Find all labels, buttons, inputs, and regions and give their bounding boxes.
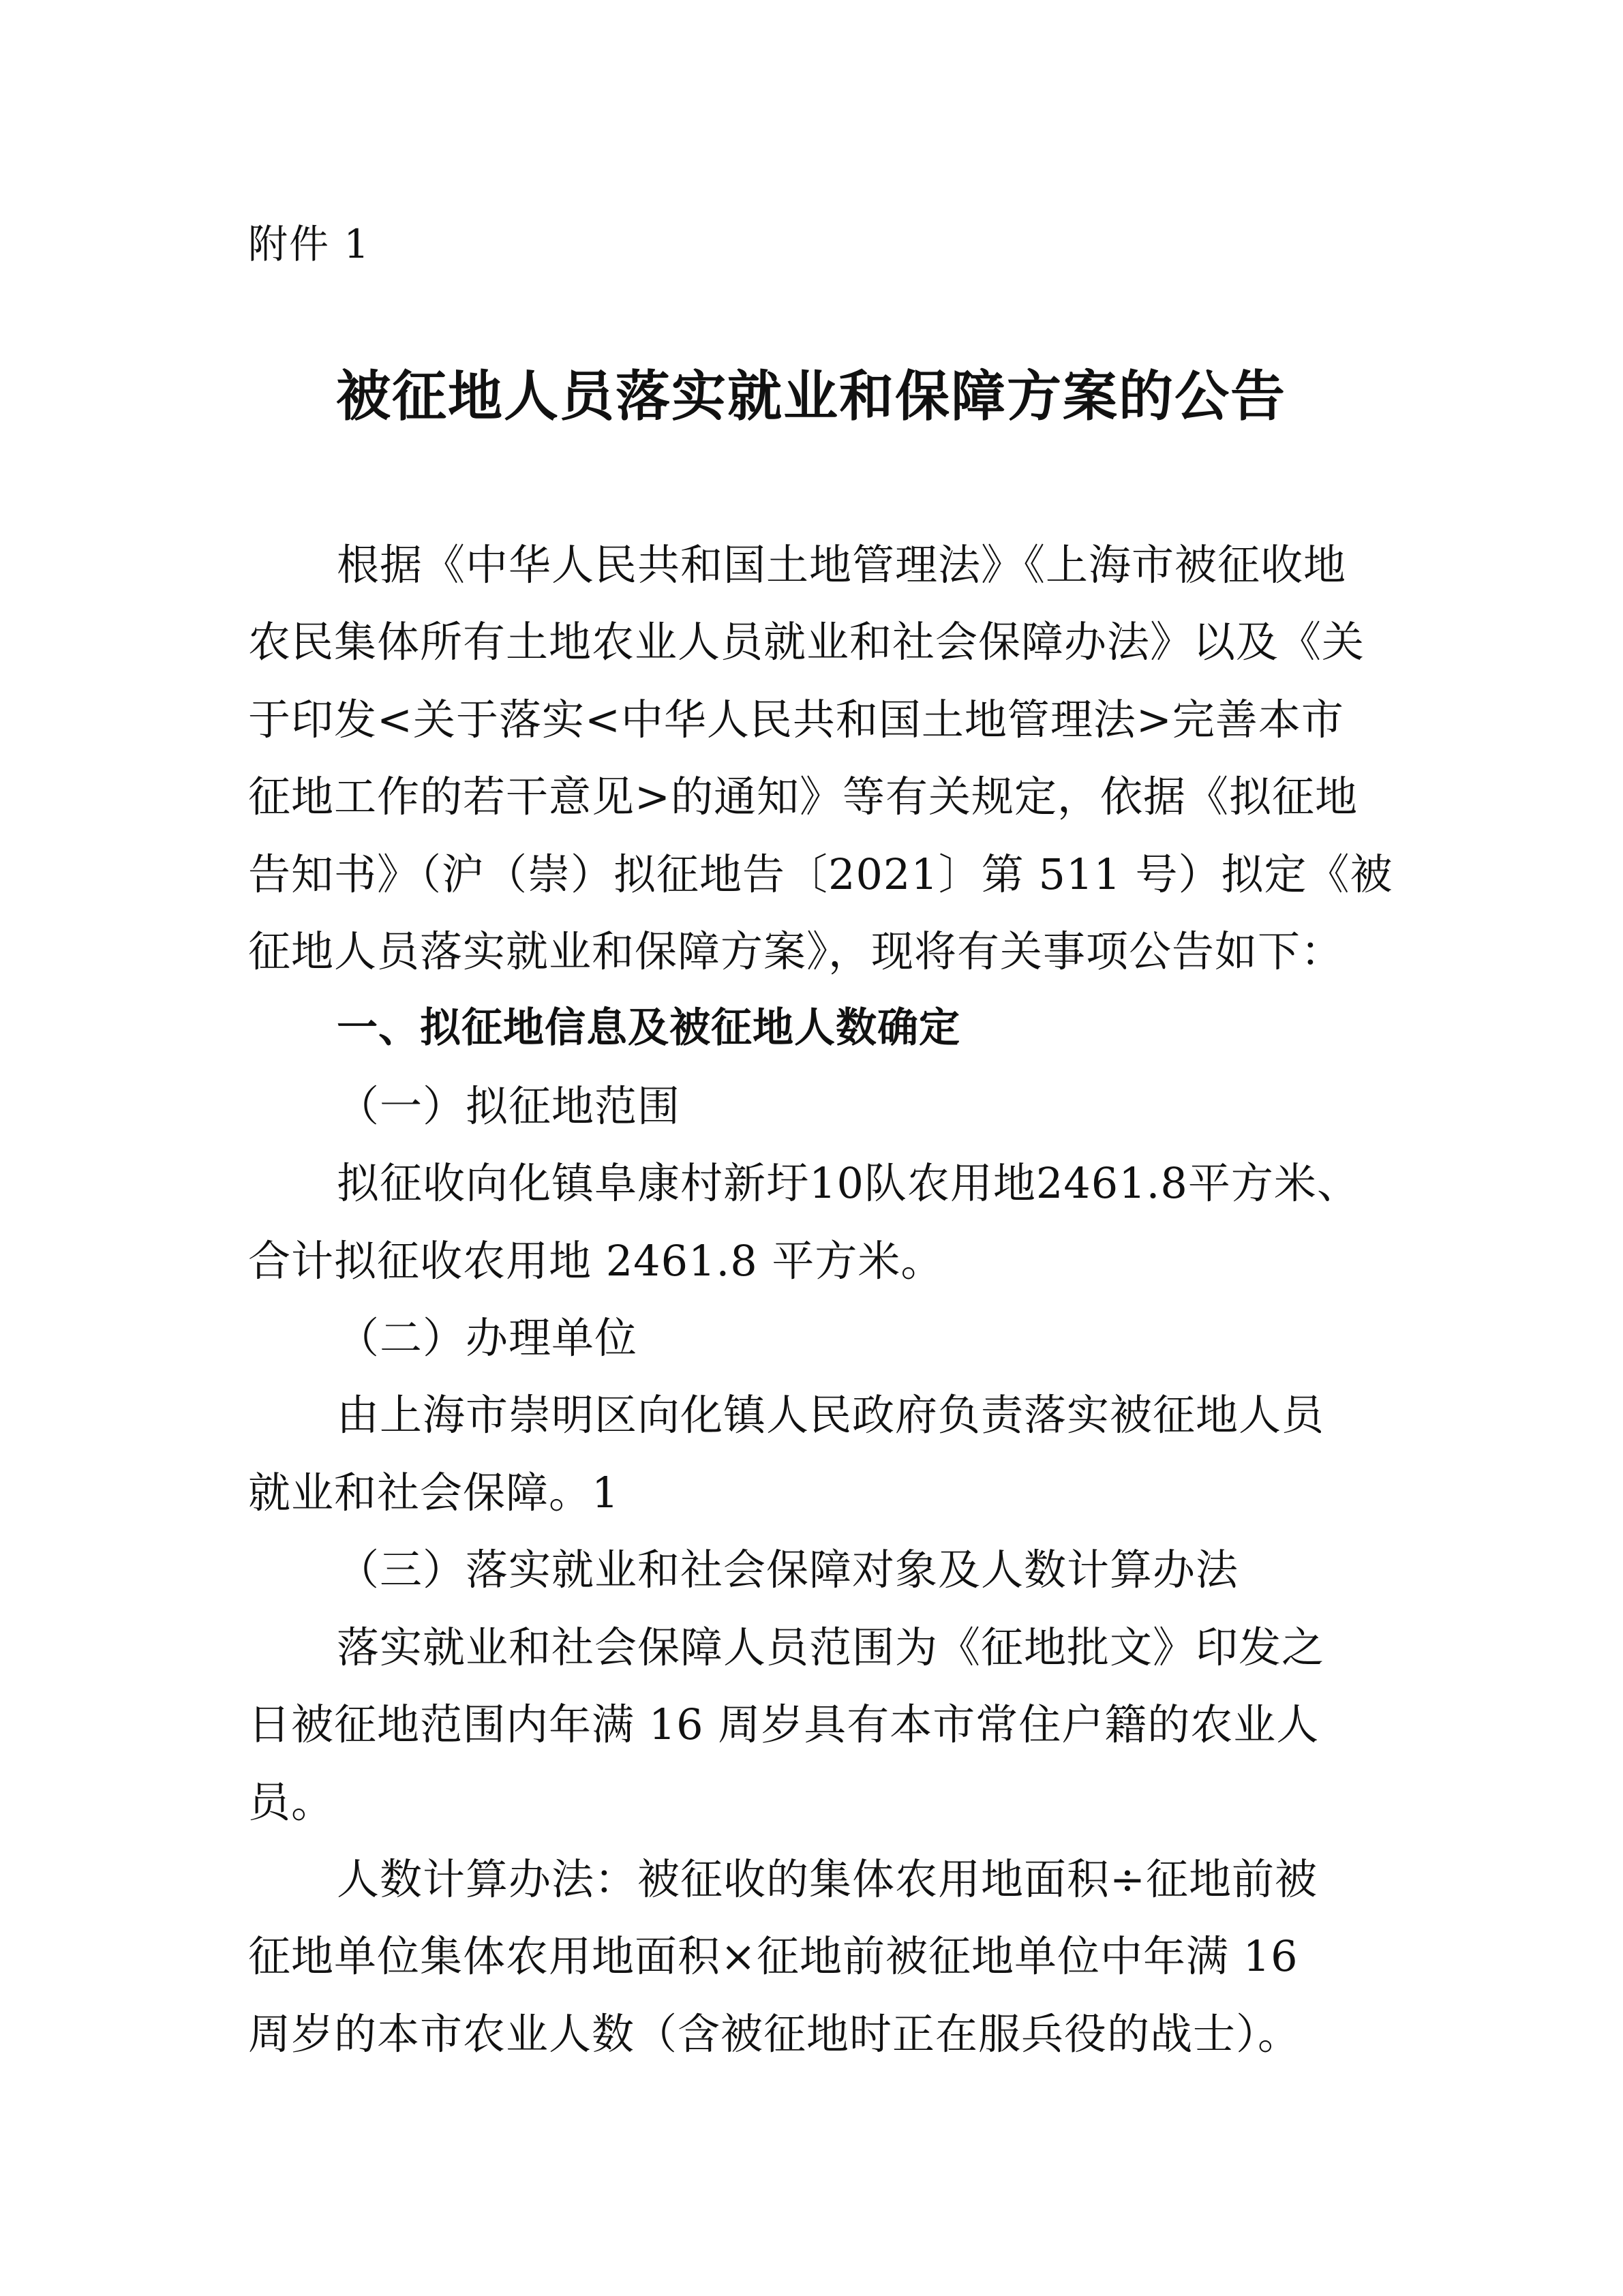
- scope-paragraph: [248, 1145, 1360, 1299]
- text-line: 根据《中华人民共和国土地管理法》《上海市被征收地: [337, 540, 1347, 590]
- subsection-heading: （一）拟征地范围: [337, 1081, 681, 1131]
- text-line: 征地人员落实就业和保障方案》，现将有关事项公告如下：: [248, 926, 1344, 977]
- text-line: 就业和社会保障。1: [248, 1467, 620, 1517]
- document-title: 被征地人员落实就业和保障方案的公告: [336, 365, 1286, 428]
- text-line: 日被征地范围内年满 16 周岁具有本市常住户籍的农业人: [248, 1700, 1320, 1750]
- intro-paragraph: [248, 526, 1393, 990]
- text-line: 农民集体所有土地农业人员就业和社会保障办法》以及《关: [248, 617, 1365, 667]
- scope-of-persons-paragraph: [248, 1609, 1350, 1841]
- text-line: 拟征收向化镇阜康村新圩10队农用地2461.8平方米、: [337, 1158, 1360, 1209]
- text-line: 由上海市崇明区向化镇人民政府负责落实被征地人员: [337, 1390, 1325, 1440]
- attachment-label: 附件 1: [248, 221, 371, 267]
- text-line: 周岁的本市农业人数（含被征地时正在服兵役的战士）。: [248, 2008, 1301, 2059]
- text-line: 合计拟征收农用地 2461.8 平方米。: [248, 1235, 944, 1286]
- text-line: 落实就业和社会保障人员范围为《征地批文》印发之: [337, 1622, 1325, 1672]
- subsection-heading: （三）落实就业和社会保障对象及人数计算办法: [337, 1545, 1239, 1595]
- text-line: 人数计算办法：被征收的集体农用地面积÷征地前被: [337, 1854, 1318, 1904]
- calculation-method-paragraph: [248, 1841, 1350, 2072]
- document-body: [248, 526, 1393, 2072]
- text-line: 征地单位集体农用地面积×征地前被征地单位中年满 16: [248, 1931, 1299, 1982]
- text-line: 征地工作的若干意见>的通知》等有关规定，依据《拟征地: [248, 772, 1358, 822]
- unit-paragraph: [248, 1376, 1350, 1531]
- subsection-heading: （二）办理单位: [337, 1313, 638, 1363]
- text-line: 员。: [248, 1777, 335, 1827]
- text-line: 于印发<关于落实<中华人民共和国土地管理法>完善本市: [248, 694, 1344, 744]
- section-heading: 一、拟征地信息及被征地人数确定: [337, 1004, 960, 1053]
- text-line: 告知书》（沪（崇）拟征地告〔2021〕第 511 号）拟定《被: [248, 849, 1393, 899]
